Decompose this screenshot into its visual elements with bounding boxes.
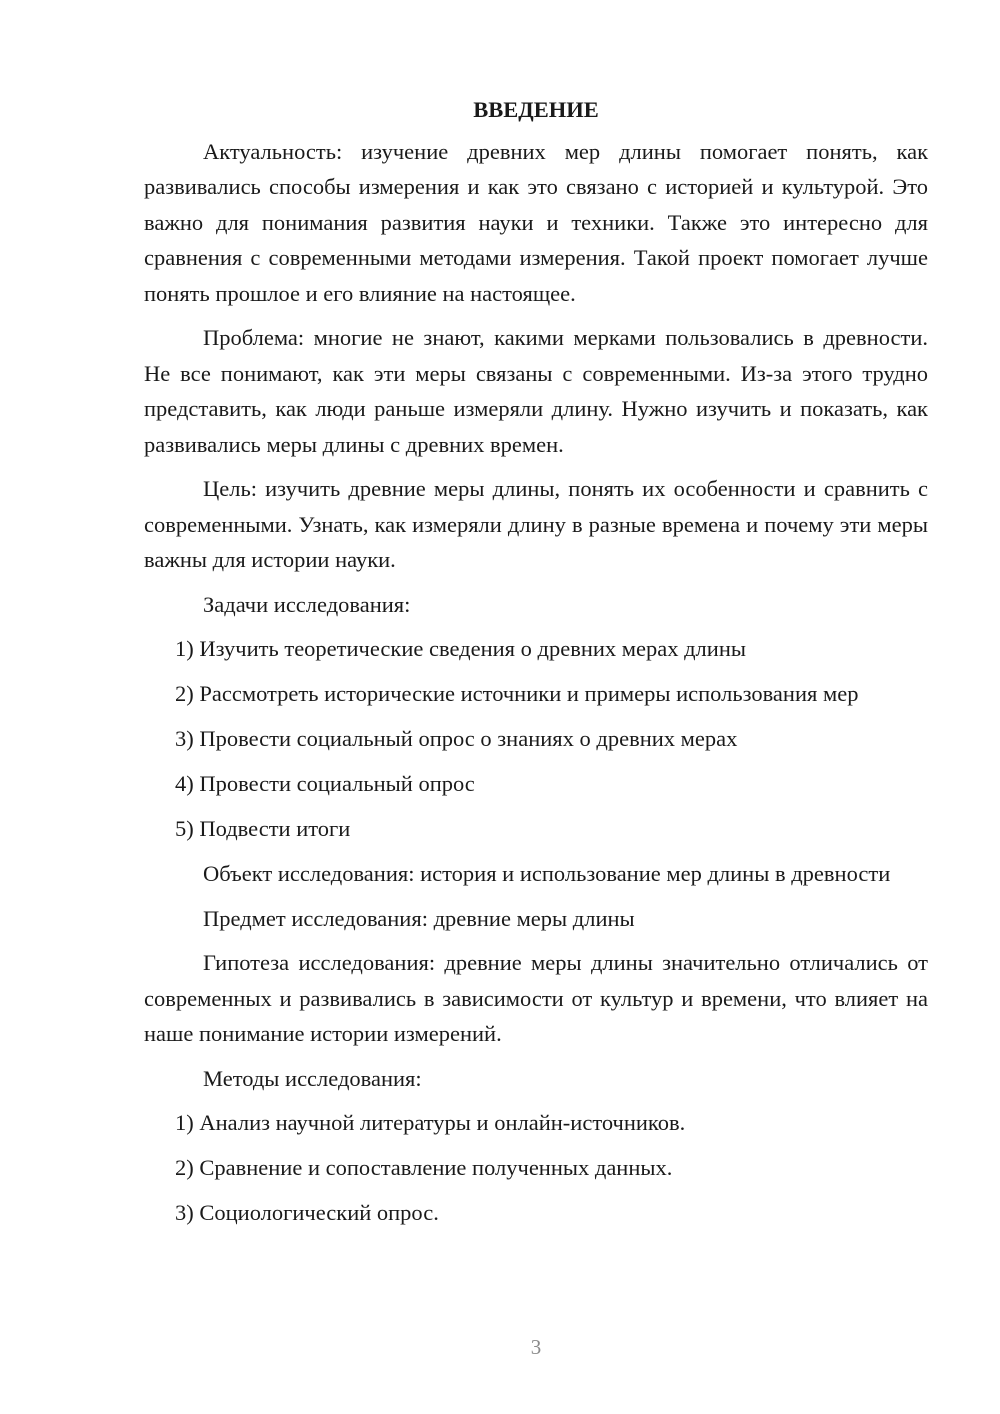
tasks-heading: Задачи исследования: bbox=[203, 591, 411, 617]
task-item-1: 1) Изучить теоретические сведения о древних мерах длины bbox=[175, 636, 746, 661]
goal-paragraph: Цель: изучить древние меры длины, понять их особенности и сравнить с современными. Узнать, как измеряли длину в разные времена и почему эти меры важны для истории науки. bbox=[144, 476, 928, 572]
page-content bbox=[144, 92, 928, 1240]
methods-list bbox=[144, 1105, 928, 1231]
task-item-3: 3) Провести социальный опрос о знаниях о древних мерах bbox=[175, 726, 738, 751]
relevance-paragraph: Актуальность: изучение древних мер длины помогает понять, как развивались способы измерения и как это связано с историей и культурой. Это важно для понимания развития науки и техники. Также это интересно для сравнения с современными методами измерения. Такой проект помогает лучше понять прошлое и его влияние на настоящее. bbox=[144, 138, 928, 306]
method-item-2: 2) Сравнение и сопоставление полученных данных. bbox=[175, 1155, 673, 1180]
method-item-1: 1) Анализ научной литературы и онлайн-источников. bbox=[175, 1110, 686, 1135]
method-item-3: 3) Социологический опрос. bbox=[175, 1200, 439, 1225]
page-number: 3 bbox=[530, 1335, 542, 1359]
hypothesis-paragraph: Гипотеза исследования: древние меры длины значительно отличались от современных и развивались в зависимости от культур и времени, что влияет на наше понимание истории измерений. bbox=[144, 950, 928, 1046]
task-item-5: 5) Подвести итоги bbox=[175, 816, 351, 841]
section-title: ВВЕДЕНИЕ bbox=[473, 97, 599, 122]
task-item-2: 2) Рассмотреть исторические источники и примеры использования мер bbox=[175, 681, 859, 706]
object-paragraph: Объект исследования: история и использование мер длины в древности bbox=[203, 861, 891, 886]
tasks-list bbox=[144, 631, 928, 847]
subject-paragraph: Предмет исследования: древние меры длины bbox=[203, 905, 635, 931]
task-item-4: 4) Провести социальный опрос bbox=[175, 771, 475, 796]
methods-heading: Методы исследования: bbox=[203, 1065, 422, 1091]
problem-paragraph: Проблема: многие не знают, какими мерками пользовались в древности. Не все понимают, как эти меры связаны с современными. Из-за этого трудно представить, как люди раньше измеряли длину. Нужно изучить и показать, как развивались меры длины с древних времен. bbox=[144, 325, 928, 457]
